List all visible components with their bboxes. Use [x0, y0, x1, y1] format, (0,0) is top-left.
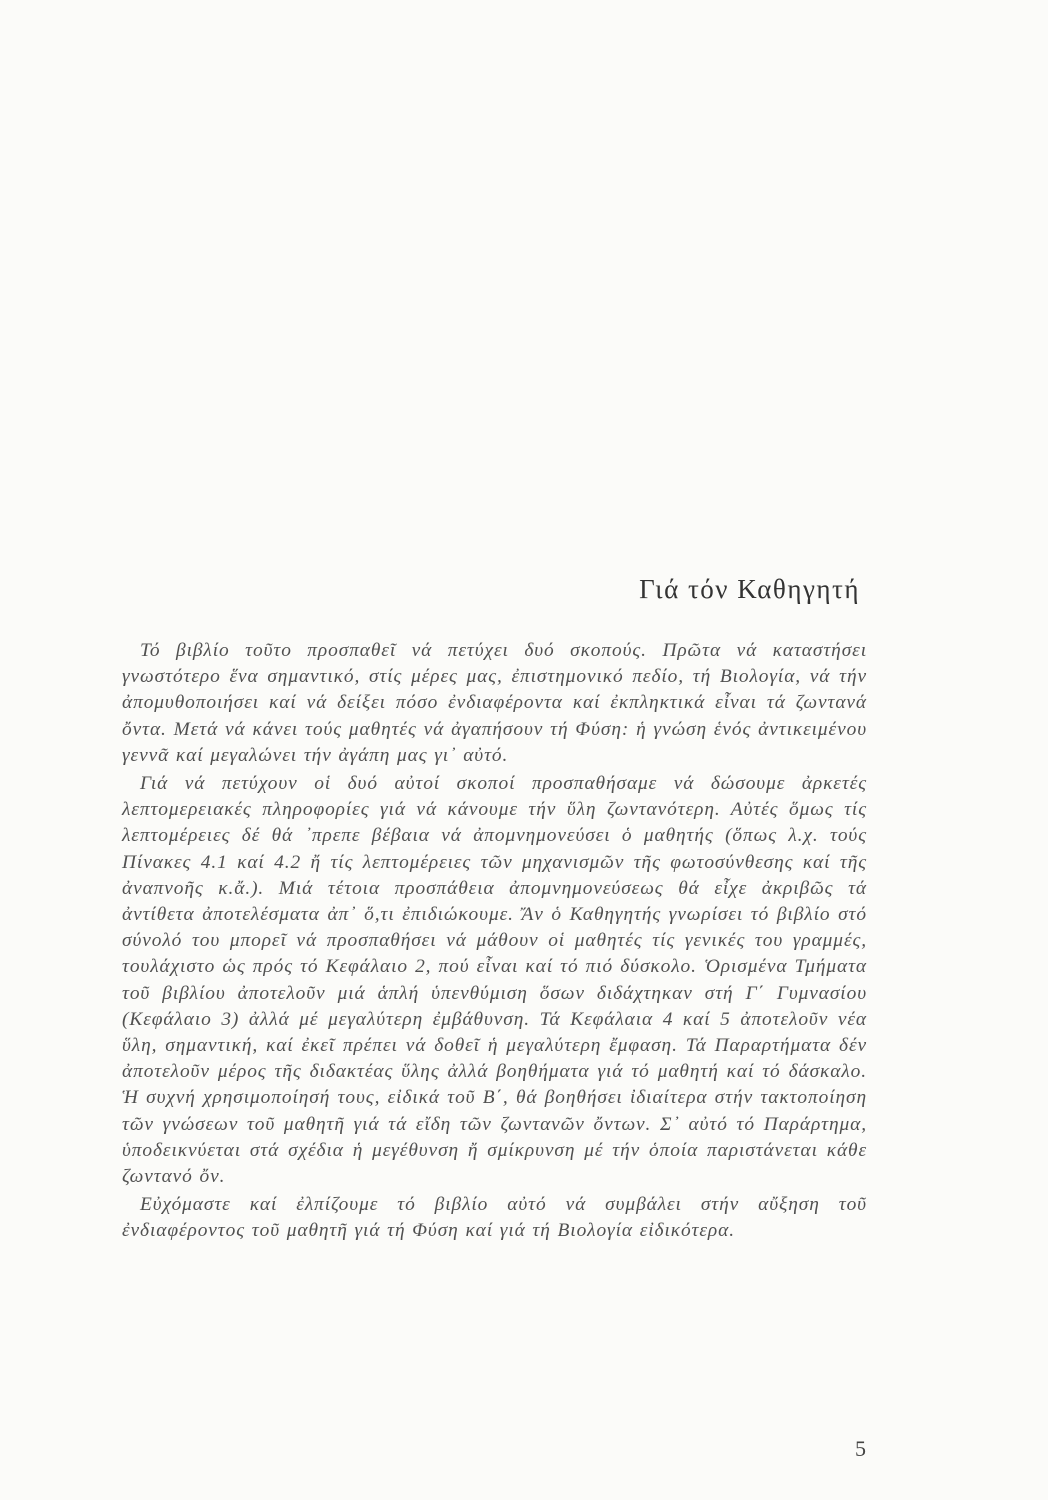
page-number: 5 — [855, 1436, 866, 1461]
paragraph-3: Εὐχόμαστε καί ἐλπίζουμε τό βιβλίο αὐτό νά συμβάλει στήν αὔξηση τοῦ ἐνδιαφέροντος τοῦ μαθητῆ γιά τή Φύση καί γιά τή Βιολογία εἰδικότερα. — [122, 1194, 867, 1242]
section-heading: Γιά τόν Καθηγητή — [639, 574, 860, 604]
body-text — [122, 638, 867, 1245]
paragraph-2: Γιά νά πετύχουν οἱ δυό αὐτοί σκοποί προσπαθήσαμε νά δώσουμε ἀρκετές λεπτομερειακές πληροφορίες γιά νά κάνουμε τήν ὕλη ζωντανότερη. Αὐτές ὅμως τίς λεπτομέρειες δέ θά ᾽πρεπε βέβαια νά ἀπομνημονεύσει ὁ μαθητής (ὅπως λ.χ. τούς Πίνακες 4.1 καί 4.2 ἤ τίς λεπτομέρειες τῶν μηχανισμῶν τῆς φωτοσύνθεσης καί τῆς ἀναπνοῆς κ.ἄ.). Μιά τέτοια προσπάθεια ἀπομνημονεύσεως θά εἶχε ἀκριβῶς τά ἀντίθετα ἀποτελέσματα ἀπ᾽ ὅ,τι ἐπιδιώκουμε. Ἄν ὁ Καθηγητής γνωρίσει τό βιβλίο στό σύνολό του μπορεῖ νά προσπαθήσει νά μάθουν οἱ μαθητές τίς γενικές του γραμμές, τουλάχιστο ὡς πρός τό Κεφάλαιο 2, πού εἶναι καί τό πιό δύσκολο. Ὁρισμένα Τμήματα τοῦ βιβλίου ἀποτελοῦν μιά ἁπλή ὑπενθύμιση ὅσων διδάχτηκαν στή Γ΄ Γυμνασίου (Κεφάλαιο 3) ἀλλά μέ μεγαλύτερη ἐμβάθυνση. Τά Κεφάλαια 4 καί 5 ἀποτελοῦν νέα ὕλη, σημαντική, καί ἐκεῖ πρέπει νά δοθεῖ ἡ μεγαλύτερη ἔμφαση. Τά Παραρτήματα δέν ἀποτελοῦν μέρος τῆς διδακτέας ὕλης ἀλλά βοηθήματα γιά τό μαθητή καί τό δάσκαλο. Ἡ συχνή χρησιμοποίησή τους, εἰδικά τοῦ Β΄, θά βοηθήσει ἰδιαίτερα στήν τακτοποίηση τῶν γνώσεων τοῦ μαθητῆ γιά τά εἴδη τῶν ζωντανῶν ὄντων. Σ᾽ αὐτό τό Παράρτημα, ὑποδεικνύεται στά σχέδια ἡ μεγέθυνση ἤ σμίκρυνση μέ τήν ὁποία παριστάνεται κάθε ζωντανό ὄν. — [122, 773, 867, 1188]
paragraph-1: Τό βιβλίο τοῦτο προσπαθεῖ νά πετύχει δυό σκοπούς. Πρῶτα νά καταστήσει γνωστότερο ἕνα σημαντικό, στίς μέρες μας, ἐπιστημονικό πεδίο, τή Βιολογία, νά τήν ἀπομυθοποιήσει καί νά δείξει πόσο ἐνδιαφέροντα καί ἐκπληκτικά εἶναι τά ζωντανά ὄντα. Μετά νά κάνει τούς μαθητές νά ἀγαπήσουν τή Φύση: ἡ γνώση ἑνός ἀντικειμένου γεννᾶ καί μεγαλώνει τήν ἀγάπη μας γι᾽ αὐτό. — [122, 640, 867, 766]
